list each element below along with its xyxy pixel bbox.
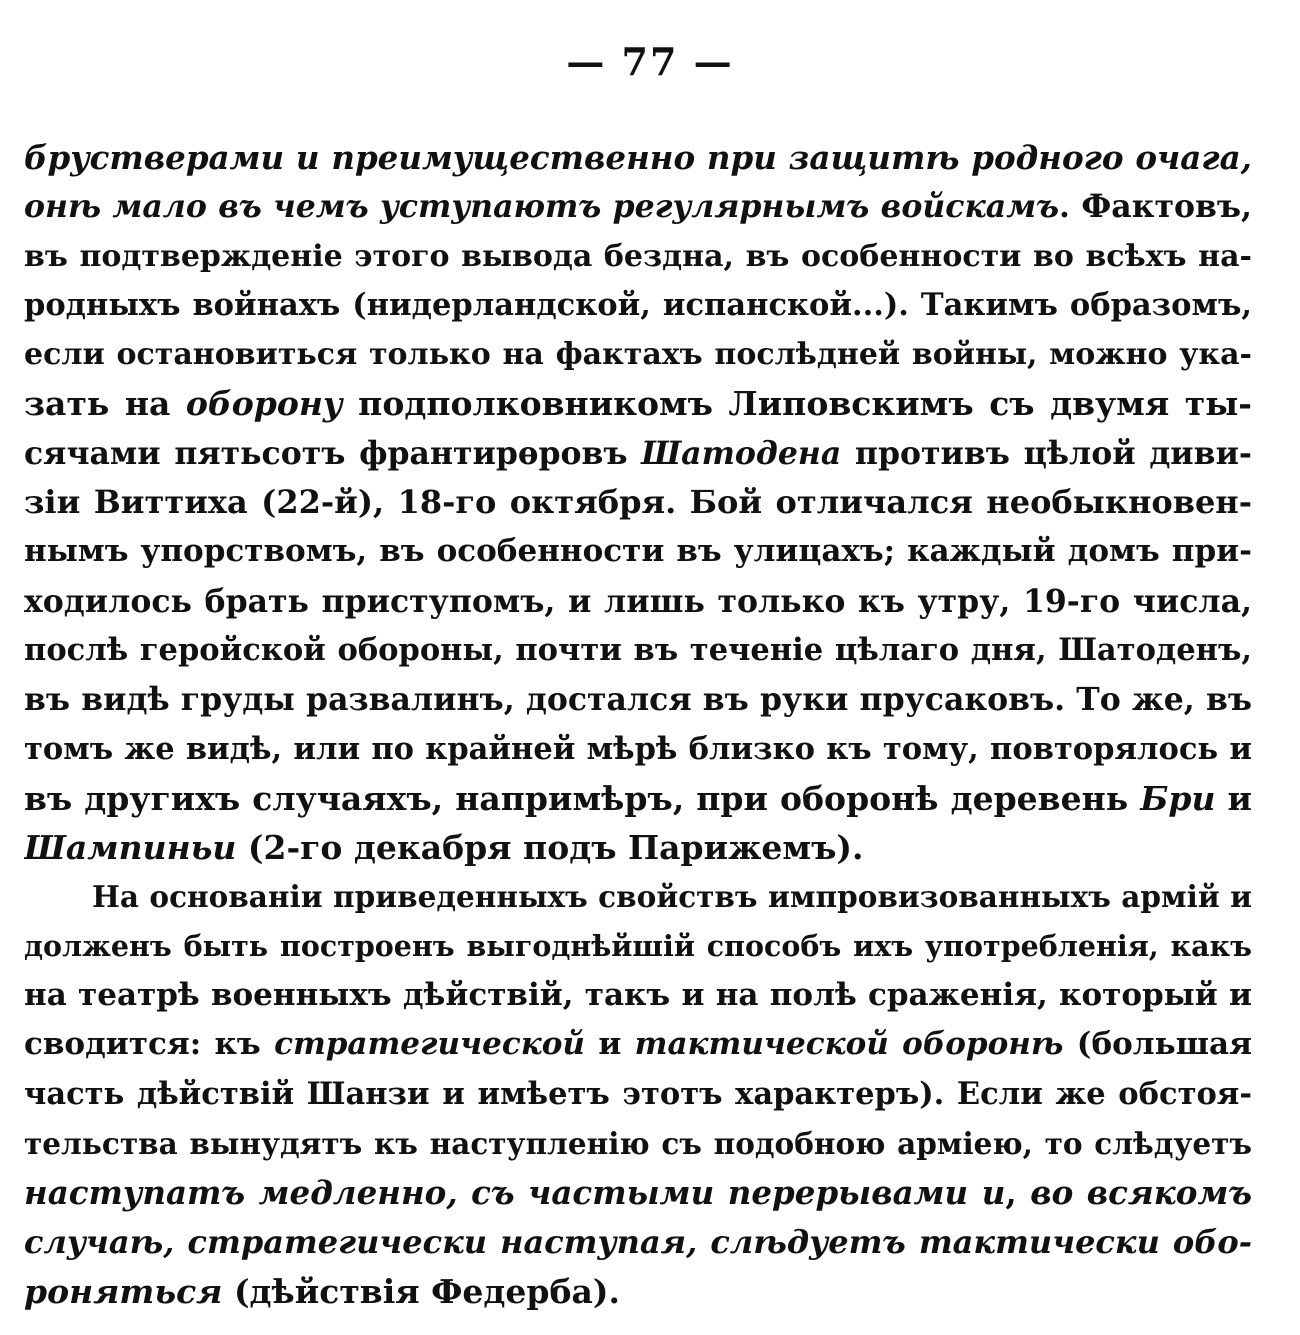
text-segment: . Фактовъ, (1059, 188, 1252, 226)
text-segment: На основаніи приведенныхъ свойствъ импровизованныхъ армій и (92, 879, 1252, 915)
text-segment: томъ же видѣ, или по крайней мѣрѣ близко къ тому, повторялось и (24, 730, 1252, 767)
text-line (24, 478, 1252, 527)
text-line (24, 379, 1252, 428)
text-segment: зать на (24, 384, 186, 424)
text-segment: сводится: къ (24, 1026, 275, 1063)
text-segment: нымъ упорствомъ, въ особенности въ улицахъ; каждый домъ при- (24, 533, 1252, 570)
italic-text: онѣ мало въ чемъ уступаютъ регулярнымъ войскамъ (24, 188, 1060, 226)
text-line (24, 232, 1252, 281)
italic-text: роняться (24, 1271, 223, 1311)
text-line (24, 1267, 1252, 1316)
text-segment: и (1215, 778, 1252, 818)
text-line (24, 626, 1252, 675)
italic-text: Шампиньи (24, 828, 237, 868)
italic-text: Шатодена (641, 434, 842, 472)
text-segment: родныхъ войнахъ (нидерландской, испанской...). Такимъ образомъ, (24, 286, 1252, 323)
italic-text: Бри (1140, 778, 1216, 818)
text-segment: сячами пятьсотъ франтирѳровъ (24, 434, 642, 472)
italic-text: случаѣ, стратегически наступая, слѣдуетъ тактически обо- (24, 1222, 1252, 1261)
text-segment: въ видѣ груды развалинъ, достался въ руки прусаковъ. То же, въ (24, 681, 1252, 719)
cut-off-next-line (24, 1318, 1252, 1335)
text-line (24, 182, 1252, 231)
italic-text: оборону (185, 384, 343, 424)
text-segment: (2-го декабря подъ Парижемъ). (236, 828, 864, 868)
text-segment: въ другихъ случаяхъ, напримѣръ, при оборонѣ деревень (24, 778, 1141, 818)
text-line (24, 577, 1252, 626)
text-line (24, 774, 1252, 823)
text-segment: противъ цѣлой диви- (841, 434, 1252, 472)
text-segment: подполковникомъ Липовскимъ съ двумя ты- (342, 384, 1252, 424)
italic-text: брустверами и преимущественно при защитѣ родного очага, (24, 138, 1252, 177)
text-segment: , (1005, 1173, 1031, 1213)
text-line (24, 1119, 1252, 1168)
italic-text: тактической оборонѣ (634, 1026, 1064, 1063)
text-segment: часть дѣйствій Шанзи и имѣетъ этотъ характеръ). Если же обстоя- (24, 1075, 1252, 1112)
text-line (24, 1168, 1252, 1217)
text-segment: ходилось брать приступомъ, и лишь только къ утру, 19-го числа, (24, 582, 1252, 620)
text-line (24, 922, 1252, 971)
italic-text: наступатъ медленно, съ частыми перерывами и (24, 1173, 1006, 1213)
text-segment: (большая (1063, 1026, 1252, 1063)
text-segment: если остановиться только на фактахъ послѣдней войны, можно ука- (24, 337, 1252, 373)
text-line (24, 281, 1252, 330)
text-line (24, 725, 1252, 774)
text-segment: послѣ геройской обороны, почти въ теченіе цѣлаго дня, Шатоденъ, (24, 631, 1252, 668)
text-segment: тельства вынудятъ къ наступленію съ подобною арміею, то слѣдуетъ (24, 1125, 1252, 1161)
body-text (24, 133, 1252, 1316)
text-segment: долженъ быть построенъ выгоднѣйшій способъ ихъ употребленія, какъ (24, 928, 1252, 963)
text-segment: зіи Виттиха (22-й), 18-го октября. Бой отличался необыкновен- (24, 483, 1252, 522)
text-segment: на театрѣ военныхъ дѣйствій, такъ и на полѣ сраженія, который и (24, 977, 1252, 1014)
text-line (24, 133, 1252, 182)
text-line (24, 823, 1252, 872)
text-line (24, 1070, 1252, 1119)
text-line (24, 971, 1252, 1020)
text-line (24, 872, 1252, 921)
text-segment: въ подтвержденіе этого вывода бездна, въ особенности во всѣхъ на- (24, 238, 1252, 274)
text-segment: (дѣйствія Федерба). (222, 1271, 620, 1311)
text-line (24, 1020, 1252, 1069)
text-line (24, 527, 1252, 576)
italic-text: во всякомъ (1030, 1173, 1252, 1213)
italic-text: стратегической (274, 1026, 585, 1063)
text-segment: и (584, 1026, 635, 1063)
text-line (24, 330, 1252, 379)
text-line (24, 1218, 1252, 1267)
text-line (24, 429, 1252, 478)
page-number: — 77 — (566, 39, 734, 84)
text-line (24, 675, 1252, 724)
